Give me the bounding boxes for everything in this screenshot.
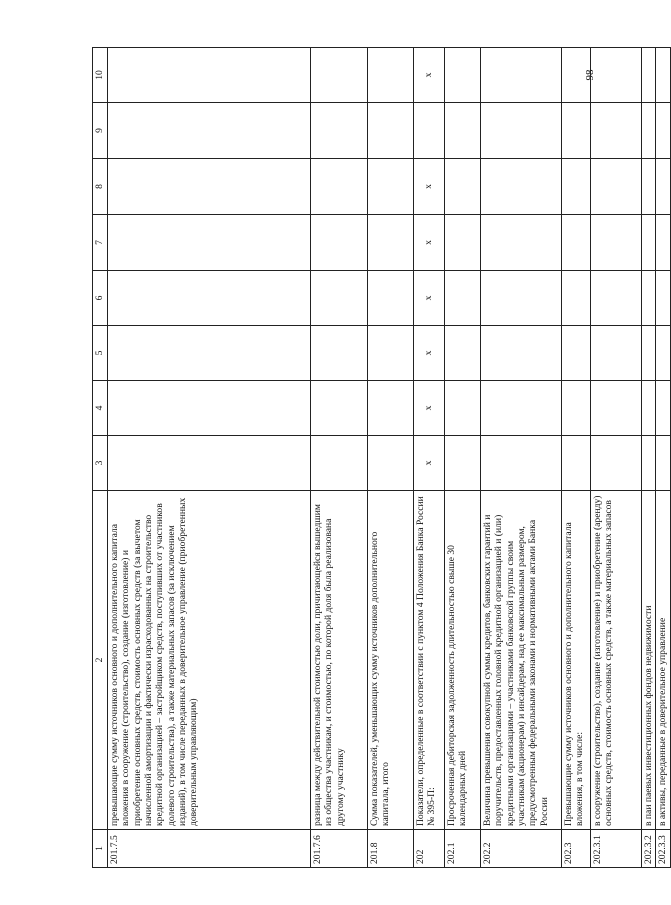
table-row xyxy=(656,48,670,868)
value-cell xyxy=(656,159,670,215)
value-cell xyxy=(445,159,481,215)
value-cell xyxy=(108,48,311,103)
value-cell xyxy=(642,215,656,271)
row-code: 202 xyxy=(414,830,445,868)
value-cell xyxy=(642,103,656,159)
table-row xyxy=(445,48,481,868)
value-cell xyxy=(656,381,670,436)
value-cell: x xyxy=(414,326,445,381)
value-cell xyxy=(311,326,368,381)
value-cell xyxy=(368,48,414,103)
value-cell xyxy=(311,103,368,159)
value-cell xyxy=(311,436,368,491)
table-row xyxy=(591,48,642,868)
value-cell xyxy=(642,159,656,215)
value-cell xyxy=(481,436,562,491)
value-cell xyxy=(481,381,562,436)
row-description: превышающие сумму источников основного и дополнительного капитала вложения в сооружение (строительство), создание (изготовление) и приобретение основных средств, стоимость основных средств (за вычетом начисленной амортизации и фактически израсходованных на строительство кредитной организацией – застройщиком средств, поступивших от участников долевого строительства), а также материальных запасов (за исключением изданий), в том числе переданных в доверительное управление (приобретенных доверительным управляющим) xyxy=(108,491,311,830)
row-description: Показатели, определенные в соответствии с пунктом 4 Положения Банка России № 395-П: xyxy=(414,491,445,830)
header-cell: 3 xyxy=(93,436,108,491)
value-cell xyxy=(108,271,311,326)
value-cell xyxy=(445,103,481,159)
table-row xyxy=(481,48,562,868)
value-cell xyxy=(591,159,642,215)
value-cell xyxy=(591,103,642,159)
value-cell xyxy=(481,103,562,159)
value-cell xyxy=(368,326,414,381)
value-cell xyxy=(445,326,481,381)
value-cell xyxy=(591,271,642,326)
value-cell xyxy=(562,215,591,271)
value-cell: x xyxy=(414,48,445,103)
value-cell xyxy=(656,103,670,159)
value-cell: x xyxy=(414,271,445,326)
table-row xyxy=(642,48,656,868)
value-cell xyxy=(445,381,481,436)
row-code: 202.3.2 xyxy=(642,830,656,868)
header-cell: 8 xyxy=(93,159,108,215)
value-cell xyxy=(591,381,642,436)
value-cell xyxy=(108,326,311,381)
row-code: 202.3.1 xyxy=(591,830,642,868)
value-cell xyxy=(311,48,368,103)
value-cell xyxy=(368,271,414,326)
value-cell xyxy=(562,48,591,103)
value-cell xyxy=(591,326,642,381)
value-cell xyxy=(311,381,368,436)
value-cell xyxy=(642,436,656,491)
value-cell xyxy=(642,271,656,326)
value-cell xyxy=(656,215,670,271)
value-cell xyxy=(481,159,562,215)
value-cell: x xyxy=(414,215,445,271)
value-cell xyxy=(656,271,670,326)
value-cell xyxy=(108,215,311,271)
table-row xyxy=(368,48,414,868)
header-cell: 10 xyxy=(93,48,108,103)
page-number: 98 xyxy=(584,69,596,81)
table-row xyxy=(108,48,311,868)
row-description: в сооружение (строительство), создание (изготовление) и приобретение (аренду) основных средств, стоимость основных средств, а также материальных запасов xyxy=(591,491,642,830)
header-cell: 9 xyxy=(93,103,108,159)
table-row xyxy=(311,48,368,868)
value-cell: x xyxy=(414,159,445,215)
row-description: Сумма показателей, уменьшающих сумму источников дополнительного капитала, итого xyxy=(368,491,414,830)
row-code: 202.3.3 xyxy=(656,830,670,868)
value-cell xyxy=(108,381,311,436)
value-cell xyxy=(108,103,311,159)
value-cell xyxy=(311,271,368,326)
table-row xyxy=(414,48,445,868)
value-cell xyxy=(591,436,642,491)
table-row xyxy=(562,48,591,868)
row-description: Превышающие сумму источников основного и дополнительного капитала вложения, в том числе: xyxy=(562,491,591,830)
value-cell xyxy=(656,326,670,381)
value-cell xyxy=(368,436,414,491)
value-cell xyxy=(562,103,591,159)
value-cell xyxy=(591,215,642,271)
value-cell xyxy=(481,215,562,271)
value-cell: x xyxy=(414,381,445,436)
value-cell xyxy=(445,271,481,326)
value-cell xyxy=(656,48,670,103)
header-cell: 6 xyxy=(93,271,108,326)
value-cell xyxy=(562,159,591,215)
row-description: в паи паевых инвестиционных фондов недвижимости xyxy=(642,491,656,830)
row-code: 201.7.6 xyxy=(311,830,368,868)
value-cell xyxy=(656,436,670,491)
row-code: 201.7.5 xyxy=(108,830,311,868)
value-cell xyxy=(642,326,656,381)
value-cell xyxy=(368,381,414,436)
value-cell xyxy=(445,436,481,491)
value-cell: x xyxy=(414,436,445,491)
value-cell xyxy=(368,159,414,215)
row-description: Величина превышения совокупной суммы кредитов, банковских гарантий и поручительств, предоставленных головной кредитной организацией и (или) кредитными организациями – участниками банковской группы своим участникам (акционерам) и инсайдерам, над ее максимальным размером, предусмотренным федеральными законами и нормативными актами Банка России xyxy=(481,491,562,830)
header-cell: 7 xyxy=(93,215,108,271)
row-code: 201.8 xyxy=(368,830,414,868)
value-cell xyxy=(562,436,591,491)
report-table xyxy=(92,47,671,868)
header-cell: 2 xyxy=(93,491,108,830)
value-cell xyxy=(445,48,481,103)
header-cell: 5 xyxy=(93,326,108,381)
value-cell xyxy=(311,215,368,271)
value-cell xyxy=(108,436,311,491)
row-code: 202.3 xyxy=(562,830,591,868)
value-cell xyxy=(562,271,591,326)
header-row xyxy=(93,48,108,868)
row-code: 202.1 xyxy=(445,830,481,868)
value-cell xyxy=(481,271,562,326)
value-cell xyxy=(481,326,562,381)
value-cell xyxy=(481,48,562,103)
value-cell xyxy=(562,381,591,436)
value-cell xyxy=(311,159,368,215)
row-description: в активы, переданные в доверительное управление xyxy=(656,491,670,830)
header-cell: 1 xyxy=(93,830,108,868)
row-description: Просроченная дебиторская задолженность длительностью свыше 30 календарных дней xyxy=(445,491,481,830)
value-cell xyxy=(414,103,445,159)
value-cell xyxy=(108,159,311,215)
value-cell xyxy=(368,103,414,159)
value-cell xyxy=(591,48,642,103)
value-cell xyxy=(562,326,591,381)
header-cell: 4 xyxy=(93,381,108,436)
row-description: разница между действительной стоимостью доли, причитающейся вышедшим из общества участникам, и стоимостью, по которой доля была реализована другому участнику xyxy=(311,491,368,830)
value-cell xyxy=(368,215,414,271)
value-cell xyxy=(642,48,656,103)
value-cell xyxy=(642,381,656,436)
row-code: 202.2 xyxy=(481,830,562,868)
value-cell xyxy=(445,215,481,271)
